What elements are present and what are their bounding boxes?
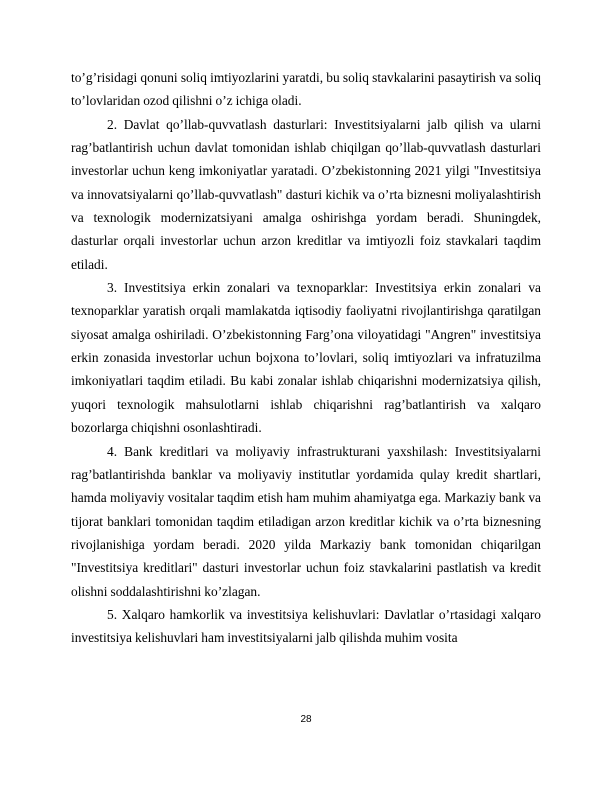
page-body [71,66,541,650]
paragraph-continuation: to’g’risidagi qonuni soliq imtiyozlarini yaratdi, bu soliq stavkalarini pasaytirish va soliq to’lovlaridan ozod qilishni o’z ichiga oladi. [71,70,541,109]
paragraph-state-support-programs: 2. Davlat qo’llab-quvvatlash dasturlari: Investitsiyalarni jalb qilish va ularni rag’batlantirish uchun davlat tomonidan ishlab chiqilgan qo’llab-quvvatlash dasturlari investorlar uchun keng imkoniyatlar yaratadi. O’zbekistonning 2021 yilgi "Investitsiya va innovatsiyalarni qo’llab-quvvatlash" dasturi kichik va o’rta biznesni moliyalashtirish va texnologik modernizatsiyani amalga oshirishga yordam beradi. Shuningdek, dasturlar orqali investorlar uchun arzon kreditlar va imtiyozli foiz stavkalari taqdim etiladi. [71,116,541,272]
page-number: 28 [300,714,312,725]
paragraph-bank-credits: 4. Bank kreditlari va moliyaviy infrastrukturani yaxshilash: Investitsiyalarni rag’batlantirishda banklar va moliyaviy institutlar yordamida qulay kredit shartlari, hamda moliyaviy vositalar taqdim etish ham muhim ahamiyatga ega. Markaziy bank va tijorat banklari tomonidan taqdim etiladigan arzon kreditlar kichik va o’rta biznesning rivojlanishiga yordam beradi. 2020 yilda Markaziy bank tomonidan chiqarilgan "Investitsiya kreditlari" dasturi investorlar uchun foiz stavkalarini pastlatish va kredit olishni soddalashtirishni ko’zlagan. [71,443,541,599]
paragraph-international-cooperation: 5. Xalqaro hamkorlik va investitsiya kelishuvlari: Davlatlar o’rtasidagi xalqaro investitsiya kelishuvlari ham investitsiyalarni jalb qilishda muhim vosita [71,606,541,646]
paragraph-free-zones-technoparks: 3. Investitsiya erkin zonalari va texnoparklar: Investitsiya erkin zonalari va texnoparklar yaratish orqali mamlakatda iqtisodiy faoliyatni rivojlantirishga qaratilgan siyosat amalga oshiriladi. O’zbekistonning Farg’ona viloyatidagi "Angren" investitsiya erkin zonasida investorlar uchun bojxona to’lovlari, soliq imtiyozlari va infratuzilma imkoniyatlari taqdim etiladi. Bu kabi zonalar ishlab chiqarishni modernizatsiya qilish, yuqori texnologik mahsulotlarni ishlab chiqarishni rag’batlantirish va xalqaro bozorlarga chiqishni osonlashtiradi. [71,280,541,436]
